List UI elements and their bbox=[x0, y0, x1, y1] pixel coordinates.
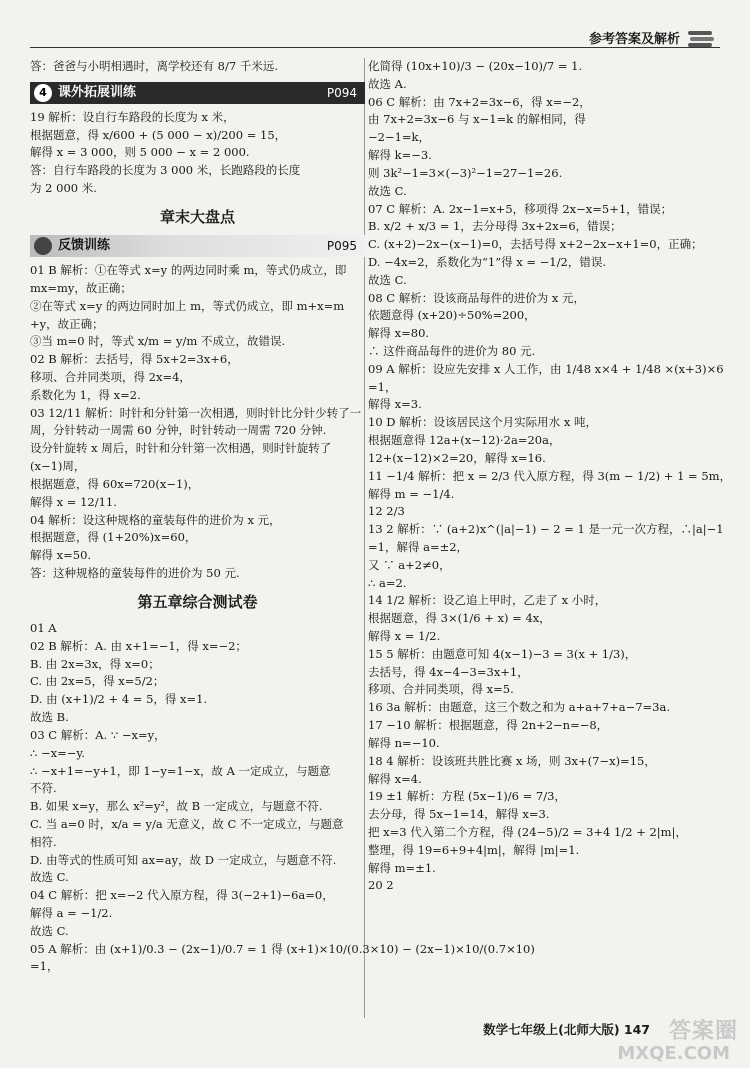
text-line: 06 C 解析：由 7x+2=3x−6，得 x=−2， bbox=[368, 94, 591, 109]
text-line: 由 7x+2=3x−6 与 x−1=k 的解相同，得 bbox=[368, 112, 586, 127]
text-line: 把 x=3 代入第二个方程，得 (24−5)/2 = 3+4 1/2 + 2|m|， bbox=[368, 824, 687, 839]
text-line: 16 3a 解析：由题意，这三个数之和为 a+a+7+a−7=3a. bbox=[368, 700, 670, 715]
text-line: 化简得 (10x+10)/3 − (20x−10)/7 = 1. bbox=[368, 59, 583, 73]
section-number bbox=[34, 237, 52, 255]
text-line: 19 解析：设自行车路段的长度为 x 米， bbox=[30, 109, 235, 124]
text-line: 04 C 解析：把 x=−2 代入原方程，得 3(−2+1)−6a=0， bbox=[30, 888, 334, 903]
text-line: 周，分针转动一周需 60 分钟，时针转动一周需 720 分钟. bbox=[30, 423, 327, 438]
text-line: 解得 m=±1. bbox=[368, 860, 436, 875]
text-line: ③当 m=0 时，等式 x/m = y/m 不成立，故错误. bbox=[30, 334, 286, 349]
text-line: 则 3k²−1=3×(−3)²−1=27−1=26. bbox=[368, 165, 563, 180]
text-line: 根据题意得 12a+(x−12)·2a=20a， bbox=[368, 433, 561, 448]
section-page-ref: P095 bbox=[326, 238, 357, 253]
watermark-logo: 答案圈 bbox=[668, 1019, 738, 1044]
text-line: 不符. bbox=[30, 781, 57, 796]
text-line: 相符. bbox=[30, 834, 57, 849]
text-line: C. (x+2)−2x−(x−1)=0，去括号得 x+2−2x−x+1=0，正确； bbox=[368, 237, 703, 252]
text-line: ∴ −x+1=−y+1，即 1−y=1−x，故 A 一定成立，与题意 bbox=[30, 763, 331, 778]
text-line: 解得 a = −1/2. bbox=[30, 906, 113, 920]
text-line: 根据题意，得 3×(1/6 + x) = 4x， bbox=[368, 611, 551, 626]
text-line: 故选 A. bbox=[368, 76, 407, 91]
text-line: (x−1)周， bbox=[30, 459, 86, 474]
text-line: 解得 x=50. bbox=[30, 548, 92, 563]
text-line: 03 C 解析：A. ∵ −x=y， bbox=[30, 727, 166, 742]
text-line: 18 4 解析：设该班共胜比赛 x 场，则 3x+(7−x)=15， bbox=[368, 753, 656, 768]
text-line: 解得 n=−10. bbox=[368, 735, 440, 750]
text-line: 故选 C. bbox=[30, 870, 69, 885]
text-line: 解得 x = 1/2. bbox=[368, 629, 441, 643]
text-line: 01 A bbox=[30, 621, 57, 635]
text-line: 移项、合并同类项，得 x=5. bbox=[368, 682, 514, 697]
right-column bbox=[368, 58, 732, 895]
text-line: 12 2/3 bbox=[368, 504, 405, 519]
section-bar-label: 反馈训练 bbox=[58, 238, 111, 254]
text-line: 10 D 解析：设该居民这个月实际用水 x 吨， bbox=[368, 415, 597, 430]
text-line: ∴ a=2. bbox=[368, 575, 407, 590]
text-line: 解得 m = −1/4. bbox=[368, 486, 455, 501]
text-line: 07 C 解析：A. 2x−1=x+5，移项得 2x−x=5+1，错误； bbox=[368, 201, 673, 216]
text-line: ∴ 这件商品每件的进价为 80 元. bbox=[368, 344, 536, 358]
text-line: 09 A 解析：设应先安排 x 人工作，由 1/48 x×4 + 1/48 ×(x+3)×6 bbox=[368, 361, 724, 376]
text-line: 19 ±1 解析：方程 (5x−1)/6 = 7/3， bbox=[368, 789, 566, 804]
text-line: D. 由等式的性质可知 ax=ay，故 D 一定成立，与题意不符. bbox=[30, 852, 337, 867]
text-line: 去括号，得 4x−4−3=3x+1， bbox=[368, 664, 529, 679]
text-line: 11 −1/4 解析：把 x = 2/3 代入原方程，得 3(m − 1/2) + 1 = 5m， bbox=[368, 468, 732, 483]
text-line: +y，故正确； bbox=[30, 316, 104, 331]
text-line: D. 由 (x+1)/2 + 4 = 5，得 x=1. bbox=[30, 692, 208, 707]
text-line: 去分母，得 5x−1=14，解得 x=3. bbox=[368, 807, 550, 822]
text-line: 为 2 000 米. bbox=[30, 181, 97, 196]
text-line: mx=my，故正确； bbox=[30, 280, 132, 295]
text-line: 解得 x=4. bbox=[368, 771, 422, 786]
text-line: C. 当 a=0 时，x/a = y/a 无意义，故 C 不一定成立，与题意 bbox=[30, 816, 344, 831]
section-page-ref: P094 bbox=[326, 85, 357, 100]
text-line: D. −4x=2，系数化为“1”得 x = −1/2，错误. bbox=[368, 254, 606, 269]
text-line: 17 −10 解析：根据题意，得 2n+2−n=−8， bbox=[368, 718, 609, 733]
text-line: 02 B 解析：A. 由 x+1=−1，得 x=−2； bbox=[30, 638, 247, 653]
text-line: 解得 x = 12/11. bbox=[30, 494, 117, 509]
text-line: 移项、合并同类项，得 2x=4， bbox=[30, 370, 191, 384]
header-title: 参考答案及解析 bbox=[588, 32, 680, 47]
text-line: 08 C 解析：设该商品每件的进价为 x 元， bbox=[368, 290, 586, 305]
text-line: 01 B 解析：①在等式 x=y 的两边同时乘 m，等式仍成立，即 bbox=[30, 263, 347, 278]
text-line: 15 5 解析：由题意可知 4(x−1)−3 = 3(x + 1/3)， bbox=[368, 646, 637, 661]
text-line: =1， bbox=[30, 959, 59, 974]
text-line: 系数化为 1，得 x=2. bbox=[30, 387, 141, 402]
text-line: 解得 x=3. bbox=[368, 397, 422, 412]
text-line: 解得 k=−3. bbox=[368, 148, 432, 163]
page-footer: 数学七年级上(北师大版) 147 bbox=[483, 1022, 650, 1037]
header-rule bbox=[30, 47, 720, 48]
text-line: 12+(x−12)×2=20，解得 x=16. bbox=[368, 450, 546, 465]
text-line: 14 1/2 解析：设乙追上甲时，乙走了 x 小时， bbox=[368, 593, 607, 608]
section-bar-label: 课外拓展训练 bbox=[58, 84, 137, 100]
text-line: 04 解析：设这种规格的童装每件的进价为 x 元， bbox=[30, 512, 281, 527]
text-line: 答：这种规格的童装每件的进价为 50 元. bbox=[30, 565, 240, 580]
section-title: 章末大盘点 bbox=[159, 207, 235, 226]
text-line: 13 2 解析：∵ (a+2)x^(|a|−1) − 2 = 1 是一元一次方程，∴|a|−1 bbox=[368, 522, 724, 537]
text-line: 故选 C. bbox=[30, 923, 69, 938]
text-line: 05 A 解析：由 (x+1)/0.3 − (2x−1)/0.7 = 1 得 (x+1)×10/(0.3×10) − (2x−1)×10/(0.7×10) bbox=[30, 941, 535, 956]
text-line: 又 ∵ a+2≠0， bbox=[368, 557, 451, 572]
text-line: 02 B 解析：去括号，得 5x+2=3x+6， bbox=[30, 352, 239, 367]
section-number: 4 bbox=[34, 84, 52, 102]
section-bar-extension bbox=[30, 82, 365, 104]
text-line: 设分针旋转 x 周后，时针和分针第一次相遇，则时针旋转了 bbox=[30, 441, 332, 456]
text-line: 故选 B. bbox=[30, 710, 69, 725]
text-line: 解得 x=80. bbox=[368, 326, 430, 341]
text-line: 20 2 bbox=[368, 878, 394, 893]
text-line: −2−1=k， bbox=[368, 130, 431, 145]
text-line: 根据题意，得 60x=720(x−1)， bbox=[30, 476, 200, 491]
text-line: 答：爸爸与小明相遇时，离学校还有 8/7 千米远. bbox=[30, 59, 278, 73]
text-line: ∴ −x=−y. bbox=[30, 745, 85, 760]
text-line: B. 由 2x=3x，得 x=0； bbox=[30, 656, 160, 671]
section-title: 第五章综合测试卷 bbox=[137, 592, 258, 611]
text-line: 根据题意，得 x/600 + (5 000 − x)/200 = 15， bbox=[30, 127, 287, 142]
text-line: C. 由 2x=5，得 x=5/2； bbox=[30, 674, 165, 689]
text-line: 根据题意，得 (1+20%)x=60， bbox=[30, 530, 197, 545]
text-line: 答：自行车路段的长度为 3 000 米，长跑路段的长度 bbox=[30, 163, 301, 178]
text-line: B. x/2 + x/3 = 1，去分母得 3x+2x=6，错误； bbox=[368, 219, 622, 234]
text-line: =1，解得 a=±2， bbox=[368, 539, 469, 554]
text-line: 故选 C. bbox=[368, 272, 407, 287]
watermark-url: MXQE.COM bbox=[617, 1043, 730, 1064]
text-line: B. 如果 x=y，那么 x²=y²，故 B 一定成立，与题意不符. bbox=[30, 799, 323, 814]
text-line: =1， bbox=[368, 379, 397, 394]
text-line: 故选 C. bbox=[368, 183, 407, 198]
text-line: 依题意得 (x+20)÷50%=200， bbox=[368, 308, 536, 323]
text-line: ②在等式 x=y 的两边同时加上 m，等式仍成立，即 m+x=m bbox=[30, 298, 345, 313]
text-line: 整理，得 19=6+9+4|m|，解得 |m|=1. bbox=[368, 842, 580, 857]
section-bar-feedback bbox=[30, 235, 365, 257]
text-line: 解得 x = 3 000，则 5 000 − x = 2 000. bbox=[30, 145, 250, 160]
text-line: 03 12/11 解析：时针和分针第一次相遇，则时针比分针少转了一 bbox=[30, 405, 362, 420]
